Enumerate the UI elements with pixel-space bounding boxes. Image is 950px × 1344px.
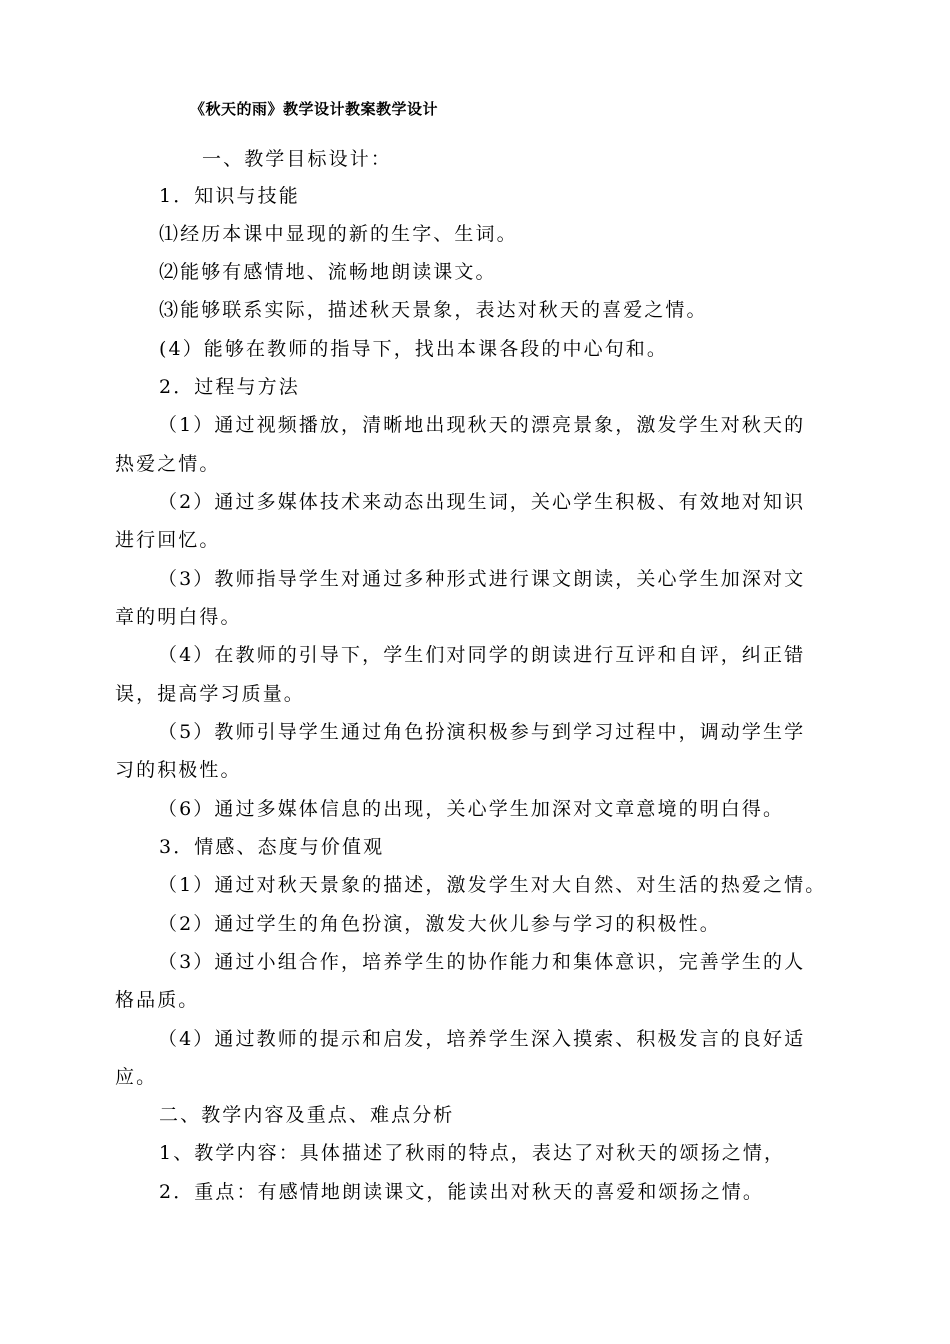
section-heading-content: 二、教学内容及重点、难点分析 <box>159 1104 455 1126</box>
paragraph-line: 应。 <box>115 1066 158 1088</box>
paragraph-line: （3）教师指导学生对通过多种形式进行课文朗读，关心学生加深对文 <box>158 568 806 590</box>
paragraph-line: （1）通过视频播放，清晰地出现秋天的漂亮景象，激发学生对秋天的 <box>158 414 806 436</box>
subheading-knowledge-skills: 1．知识与技能 <box>159 185 300 207</box>
paragraph-line: ⑵能够有感情地、流畅地朗读课文。 <box>159 261 497 283</box>
paragraph-line: （4）通过教师的提示和启发，培养学生深入摸索、积极发言的良好适 <box>158 1028 806 1050</box>
paragraph-line: 2．重点：有感情地朗读课文，能读出对秋天的喜爱和颂扬之情。 <box>159 1181 764 1203</box>
paragraph-line: （1）通过对秋天景象的描述，激发学生对大自然、对生活的热爱之情。 <box>158 874 827 896</box>
paragraph-line: （2）通过多媒体技术来动态出现生词，关心学生积极、有效地对知识 <box>158 491 806 513</box>
paragraph-line: 格品质。 <box>115 989 200 1011</box>
paragraph-line: ⑶能够联系实际，描述秋天景象，表达对秋天的喜爱之情。 <box>159 299 708 321</box>
paragraph-line: （2）通过学生的角色扮演，激发大伙儿参与学习的积极性。 <box>158 913 721 935</box>
paragraph-line: 进行回忆。 <box>115 529 221 551</box>
document-title: 《秋天的雨》教学设计教案教学设计 <box>190 100 439 118</box>
section-heading-objectives: 一、教学目标设计： <box>202 148 392 170</box>
paragraph-line: （3）通过小组合作，培养学生的协作能力和集体意识，完善学生的人 <box>158 951 806 973</box>
paragraph-line: 热爱之情。 <box>115 453 221 475</box>
paragraph-line: (4）能够在教师的指导下，找出本课各段的中心句和。 <box>159 338 669 360</box>
subheading-emotion-values: 3．情感、态度与价值观 <box>159 836 385 858</box>
subheading-process-methods: 2．过程与方法 <box>159 376 300 398</box>
paragraph-line: （4）在教师的引导下，学生们对同学的朗读进行互评和自评，纠正错 <box>158 644 806 666</box>
paragraph-line: 误，提高学习质量。 <box>115 683 305 705</box>
paragraph-line: 章的明白得。 <box>115 606 242 628</box>
paragraph-line: （5）教师引导学生通过角色扮演积极参与到学习过程中，调动学生学 <box>158 721 806 743</box>
paragraph-line: 1、教学内容：具体描述了秋雨的特点，表达了对秋天的颂扬之情， <box>159 1142 786 1164</box>
paragraph-line: （6）通过多媒体信息的出现，关心学生加深对文章意境的明白得。 <box>158 798 785 820</box>
paragraph-line: 习的积极性。 <box>115 759 242 781</box>
paragraph-line: ⑴经历本课中显现的新的生字、生词。 <box>159 223 518 245</box>
